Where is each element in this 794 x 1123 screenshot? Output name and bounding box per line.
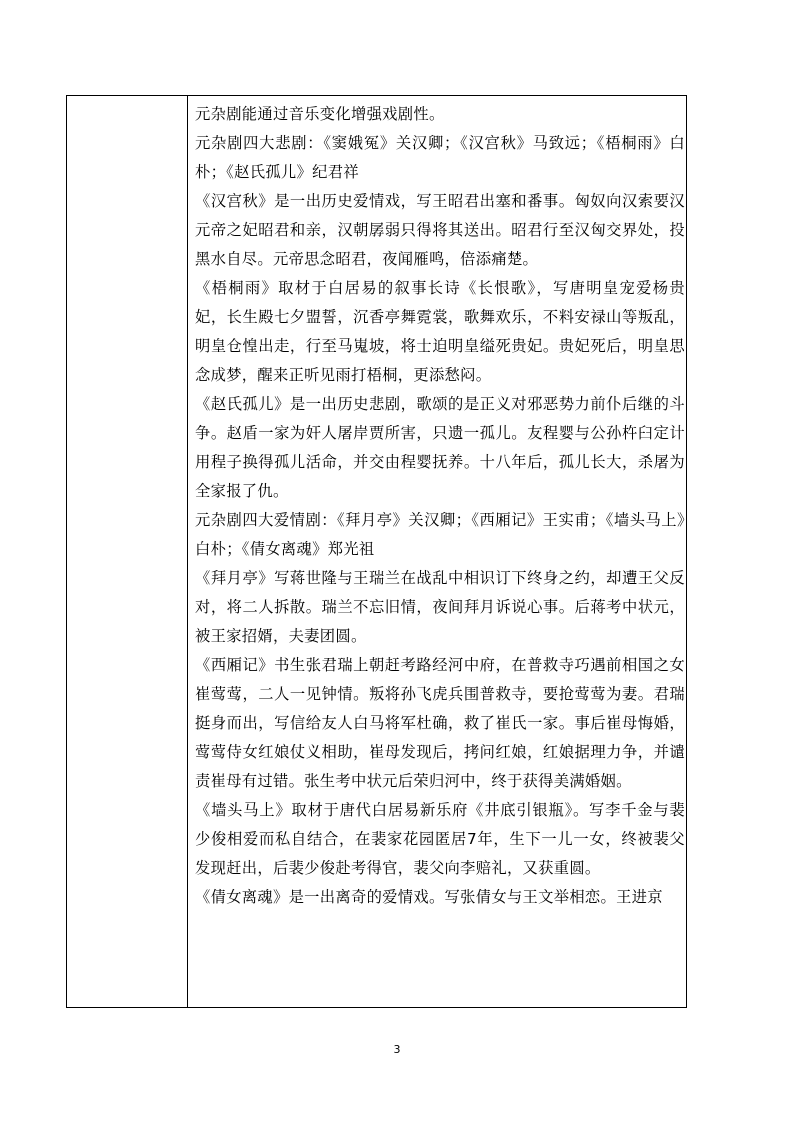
paragraph-bai-yue-ting: 《拜月亭》写蒋世隆与王瑞兰在战乱中相识订下终身之约，却遭王父反对，将二人拆散。瑞兰不忘旧情，夜间拜月诉说心事。后蒋考中状元，被王家招婿，夫妻团圆。 [195, 569, 685, 645]
paragraph-han-gong-qiu: 《汉宫秋》是一出历史爱情戏，写王昭君出塞和番事。匈奴向汉索要汉元帝之妃昭君和亲，汉朝孱弱只得将其送出。昭君行至汉匈交界处，投黑水自尽。元帝思念昭君，夜闻雁鸣，倍添痛楚。 [195, 192, 685, 268]
paragraph-four-tragedies: 元杂剧四大悲剧：《窦娥冤》关汉卿；《汉宫秋》马致远；《梧桐雨》白朴；《赵氏孤儿》纪君祥 [195, 134, 685, 181]
paragraph-xi-xiang-ji: 《西厢记》书生张君瑞上朝赶考路经河中府，在普救寺巧遇前相国之女崔莺莺，二人一见钟情。叛将孙飞虎兵围普救寺，要抢莺莺为妻。君瑞挺身而出，写信给友人白马将军杜确，救了崔氏一家。事后崔母悔婚， 莺莺侍女红娘仗义相助，崔母发现后，拷问红娘，红娘据理力争，并谴责崔母有过错。张生考中状元后荣归河中，终于获得美满婚姻。 [195, 656, 685, 790]
paragraph-four-love-plays: 元杂剧四大爱情剧：《拜月亭》关汉卿；《西厢记》王实甫；《墙头马上》白朴；《倩女离魂》郑光祖 [195, 511, 685, 558]
paragraph-wu-tong-yu: 《梧桐雨》取材于白居易的叙事长诗《长恨歌》，写唐明皇宠爱杨贵妃，长生殿七夕盟誓，沉香亭舞霓裳，歌舞欢乐，不料安禄山等叛乱，明皇仓惶出走，行至马嵬坡，将士迫明皇缢死贵妃。贵妃死后，明皇思念成梦，醒来正听见雨打梧桐，更添愁闷。 [195, 279, 685, 384]
paragraph-zhao-shi-gu-er: 《赵氏孤儿》是一出历史悲剧，歌颂的是正义对邪恶势力前仆后继的斗争。赵盾一家为奸人屠岸贾所害，只遗一孤儿。友程婴与公孙杵臼定计用程子换得孤儿活命，并交由程婴抚养。十八年后，孤儿长大，杀屠为全家报了仇。 [195, 395, 685, 500]
table-content-cell [195, 100, 685, 1003]
page-number: 3 [393, 1043, 401, 1056]
table-left-cell [67, 96, 187, 1007]
table-column-divider [187, 96, 188, 1007]
paragraph-qian-nv-li-hun: 《倩女离魂》是一出离奇的爱情戏。写张倩女与王文举相恋。王进京 [195, 888, 663, 906]
paragraph-intro: 元杂剧能通过音乐变化增强戏剧性。 [195, 105, 445, 123]
content-table [66, 95, 687, 1008]
paragraph-qiang-tou-ma-shang: 《墙头马上》取材于唐代白居易新乐府《井底引银瓶》。写李千金与裴少俊相爱而私自结合，在裴家花园匿居7年，生下一儿一女，终被裴父发现赶出，后裴少俊赴考得官，裴父向李赔礼，又获重圆。 [195, 801, 685, 877]
